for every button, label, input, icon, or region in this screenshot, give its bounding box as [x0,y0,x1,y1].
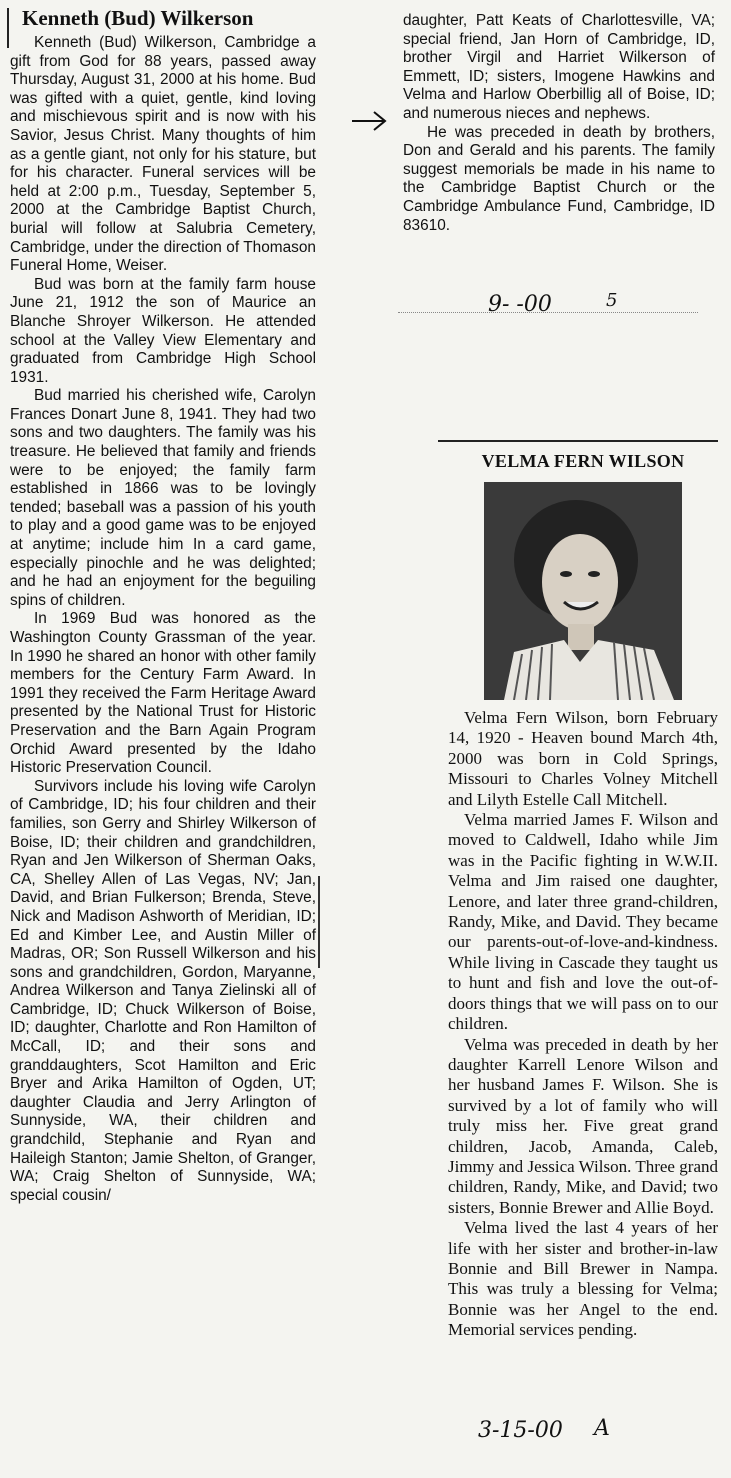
paragraph: In 1969 Bud was honored as the Washington County Grassman of the year. In 1990 he shared an honor with other family members for the Century Farm Award. In 1991 they received the Farm Heritage Award presented by the National Trust for Historic Preservation and the Barn Again Program Orchid Award presented by the Idaho Historic Preservation Council. [10,610,316,777]
paragraph: Survivors include his loving wife Carolyn of Cambridge, ID; his four children and their families, son Gerry and Shirley Wilkerson of Boise, ID; their children and grandchildren, Ryan and Jen Wilkerson of Sherman Oaks, CA, Shelley Allen of Las Vegas, NV; Jan, David, and Brian Fulkerson; Brenda, Steve, Nick and Madison Ashworth of Meridian, ID; Ed and Kimber Lee, and Austin Miller of Madras, OR; Son Russell Wilkerson and his sons and grandchildren, Gordon, Maryanne, Andrea Wilkerson and Tanya Zielinski all of Cambridge, ID; Chuck Wilkerson of Boise, ID; daughter, Charlotte and Ron Hamilton of McCall, ID; and their sons and granddaughters, Scot Hamilton and Eric Bryer and Arika Hamilton of Ogden, UT; daughter Claudia and Jerry Arlington of Sunnyside, WA, their children and grandchild, Stephanie and Ryan and Haileigh Stanton; Jamie Shelton, of Granger, WA; Craig Shelton of Sunnyside, WA; special cousin/ [10,777,316,1204]
obituary-kenneth-continued [403,12,715,235]
paragraph: Velma Fern Wilson, born February 14, 1920 - Heaven bound March 4th, 2000 was born in Cold Springs, Missouri to Charles Volney Mitchell and Lilyth Estelle Call Mitchell. [448,708,718,809]
handwritten-date: 9- -00 [488,292,552,317]
obituary-title: VELMA FERN WILSON [481,451,685,471]
divider [398,312,698,313]
obituary-headline: Kenneth (Bud) Wilkerson [22,6,254,30]
paragraph: Bud married his cherished wife, Carolyn Frances Donart June 8, 1941. They had two sons and two daughters. The family was his treasure. He believed that family and friends were to be enjoyed; the family farm established in 1866 was to be lovingly tended; baseball was a passion of his youth to play and a good game was to be enjoyed at anytime; include him In a card game, especially pinochle and he was delighted; and he had an enjoyment for the beguiling spins of children. [10,387,316,609]
divider [438,440,718,442]
obituary-body [448,708,718,1341]
obituary-body [10,34,316,1205]
handwritten-date: 3-15-00 [478,1418,563,1443]
obituary-kenneth-column [10,6,316,1205]
paragraph: Bud was born at the family farm house June 21, 1912 the son of Maurice an Blanche Shroyer Wilkerson. He attended school at the Valley View Elementary and graduated from Cambridge High School 1931. [10,275,316,386]
paragraph: Velma married James F. Wilson and moved to Caldwell, Idaho while Jim was in the Pacific fighting in W.W.II. Velma and Jim raised one daughter, Lenore, and later three grand-children, Randy, Mike, and David. They became our parents-out-of-love-and-kindness. While living in Cascade they taught us to hunt and fish and love the out-of-doors things that we will pass on to our children. [448,810,718,1034]
portrait-photo [484,482,682,700]
column-rule [7,8,9,48]
paragraph: Kenneth (Bud) Wilkerson, Cambridge a gift from God for 88 years, passed away Thursday, August 31, 2000 at his home. Bud was gifted with a quiet, gentle, kind loving and mischievous spirit and is now with his Savior, Jesus Christ. Many thoughts of him as a gentle giant, not only for his stature, but for his character. Funeral services will be held at 2:00 p.m., Tuesday, September 5, 2000 at the Cambridge Baptist Church, burial will follow at Salubria Cemetery, Cambridge, under the direction of Thomason Funeral Home, Weiser. [10,34,316,275]
handwritten-mark: 5 [606,290,618,311]
paragraph: Velma lived the last 4 years of her life with her sister and brother-in-law Bonnie and Bill Brewer in Nampa. This was truly a blessing for Velma; Bonnie was her Angel to the end. Memorial services pending. [448,1218,718,1340]
paragraph: Velma was preceded in death by her daughter Karrell Lenore Wilson and her husband James F. Wilson. She is survived by a lot of family who will truly miss her. Five great grand children, Jacob, Amanda, Caleb, Jimmy and Jessica Wilson. Three grand children, Randy, Mike, and David; two sisters, Bonnie Brewer and Allie Boyd. [448,1034,718,1217]
handwritten-mark: A [594,1416,610,1441]
obituary-body-continued [403,12,715,235]
obituary-velma-column [448,450,718,1341]
column-rule [318,876,320,968]
paragraph: He was preceded in death by brothers, Don and Gerald and his parents. The family suggest memorials be made in his name to the Cambridge Baptist Church or the Cambridge Ambulance Fund, Cambridge, ID 83610. [403,123,715,234]
arrow-right-icon [350,108,388,134]
paragraph: daughter, Patt Keats of Charlottesville, VA; special friend, Jan Horn of Cambridge, ID, brother Virgil and Harriet Wilkerson of Emmett, ID; sisters, Imogene Hawkins and Velma and Harlow Oberbillig all of Boise, ID; and numerous nieces and nephews. [403,12,715,122]
